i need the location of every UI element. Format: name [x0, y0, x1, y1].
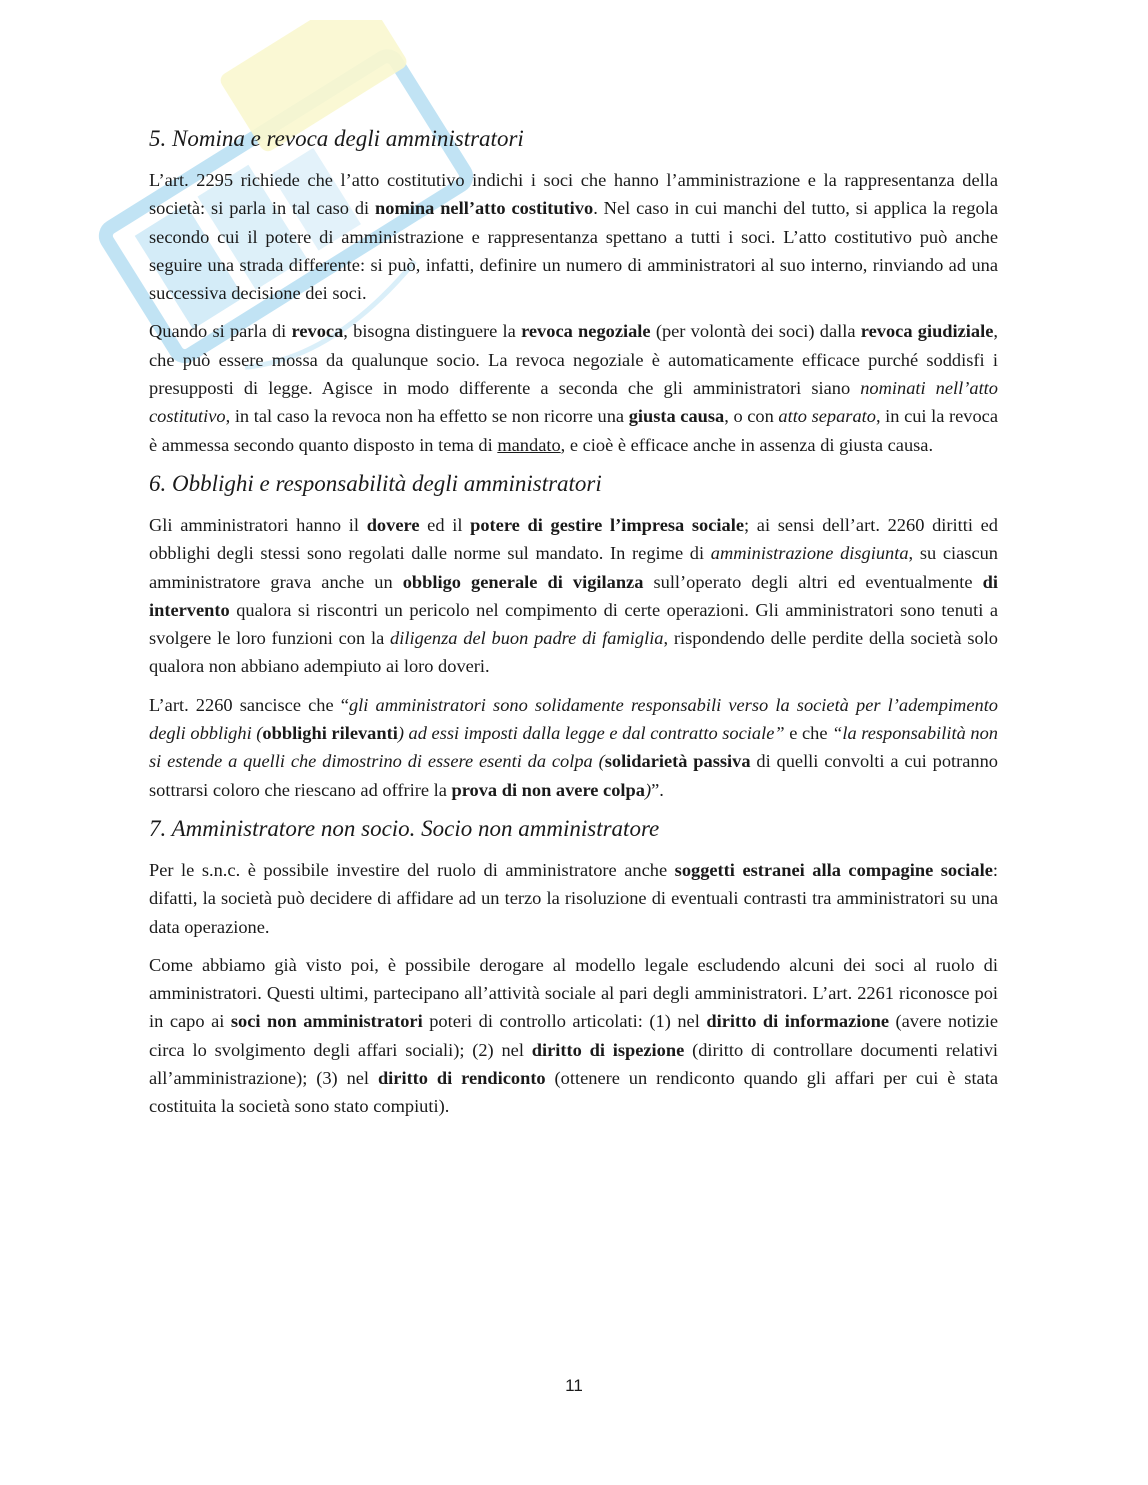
text-run: , in tal caso la revoca non ha effetto se non ricorre una [225, 406, 629, 427]
text-run: (ottenere un rendiconto quando gli affari per cui è stata costituita la società sono stato compiuti). [149, 1068, 998, 1117]
italic-text: nominati nell’atto costitutivo [149, 378, 998, 427]
section-6 [149, 469, 998, 804]
italic-text: atto separato [778, 406, 876, 427]
text-run: , su ciascun amministratore grava anche un [149, 543, 998, 592]
text-run: ed il [419, 514, 471, 535]
bold-text: soggetti estranei alla compagine sociale [674, 859, 993, 880]
paragraph [149, 317, 998, 458]
bold-text: nomina nell’atto costitutivo [375, 198, 594, 219]
text-run: , in cui la revoca è ammessa secondo quanto disposto in tema di [149, 406, 999, 455]
text-run: sull’operato degli altri ed eventualmente [643, 571, 983, 592]
text-run: , e cioè è efficace anche in assenza di giusta causa. [560, 434, 934, 455]
paragraph [149, 166, 998, 307]
text-run: Come abbiamo già visto poi, è possibile derogare al modello legale escludendo alcuni dei soci al ruolo di amministratori. Questi ultimi, partecipano all’attività sociale al pari degli amministratori. L’art. 2261 riconosce poi in capo ai [149, 954, 998, 1032]
underlined-text: mandato [497, 434, 561, 455]
bold-text: revoca [291, 321, 344, 342]
bold-text: obbligo generale di vigilanza [402, 571, 644, 592]
text-run: L’art. 2260 sancisce che “ [149, 694, 349, 715]
section-heading: 5. Nomina e revoca degli amministratori [149, 126, 524, 151]
paragraph [149, 511, 998, 681]
text-run: Gli amministratori hanno il [149, 514, 367, 535]
bold-text: giusta causa [628, 406, 725, 427]
section-heading: 6. Obblighi e responsabilità degli amministratori [149, 470, 602, 496]
text-run: : difatti, la società può decidere di affidare ad un terzo la risoluzione di eventuali contrasti tra amministratori su una data operazione. [149, 859, 998, 937]
text-run: Per le s.n.c. è possibile investire del ruolo di amministratore anche [149, 859, 675, 880]
text-run: , che può essere mossa da qualunque socio. La revoca negoziale è automaticamente efficace purché soddisfi i presupposti di legge. Agisce in modo differente a seconda che gli amministratori siano [149, 321, 998, 399]
text-run: , rispondendo delle perdite della società solo qualora non abbiano adempiuto ai loro doveri. [149, 628, 999, 677]
text-run: (diritto di controllare documenti relativi all’amministrazione); (3) nel [149, 1039, 999, 1089]
section-5 [149, 124, 998, 459]
paragraph [149, 691, 998, 804]
italic-text: amministrazione disgiunta [710, 543, 909, 564]
text-run: (per volontà dei soci) dalla [650, 321, 861, 342]
document-body [149, 124, 998, 1131]
bold-text: potere di gestire l’impresa sociale [470, 514, 744, 535]
text-run: , o con [724, 406, 779, 427]
paragraph [149, 951, 998, 1121]
bold-text: revoca negoziale [521, 321, 651, 342]
italic-text: “la responsabilità non si estende a quelli che dimostrino di essere esenti da colpa ( [149, 723, 999, 772]
bold-text: diritto di informazione [706, 1011, 889, 1032]
bold-text: diritto di rendiconto [377, 1068, 546, 1089]
text-run: poteri di controllo articolati: (1) nel [422, 1011, 707, 1032]
bold-text: prova di non avere colpa [451, 779, 645, 800]
bold-text: revoca giudiziale [860, 321, 994, 342]
bold-text: solidarietà passiva [604, 751, 751, 772]
bold-text: di intervento [149, 571, 998, 620]
text-run: di quelli convolti a cui potranno sottrarsi coloro che riescano ad offrire la [149, 751, 998, 800]
bold-text: obblighi rilevanti [262, 723, 398, 744]
italic-text: ) ad essi imposti dalla legge e dal contratto sociale” [397, 723, 785, 744]
text-run: (avere notizie circa lo svolgimento degli affari sociali); (2) nel [149, 1011, 999, 1060]
section-7 [149, 814, 998, 1121]
page-number: 11 [565, 1376, 583, 1395]
text-run: , bisogna distinguere la [343, 321, 522, 342]
text-run: L’art. 2295 richiede che l’atto costitutivo indichi i soci che hanno l’amministrazione e la rappresentanza della società: si parla in tal caso di [149, 170, 998, 219]
bold-text: dovere [366, 514, 420, 535]
text-run: qualora si riscontri un pericolo nel compimento di certe operazioni. Gli amministratori sono tenuti a svolgere le loro funzioni con la [149, 599, 998, 649]
text-run: ”. [651, 779, 664, 800]
text-run: ; ai sensi dell’art. 2260 diritti ed obblighi degli stessi sono regolati dalle norme sul mandato. In regime di [149, 514, 998, 564]
text-run: Quando si parla di [149, 321, 292, 342]
bold-text: soci non amministratori [230, 1011, 423, 1032]
section-heading: 7. Amministratore non socio. Socio non amministratore [149, 815, 660, 841]
bold-text: diritto di ispezione [531, 1039, 685, 1060]
text-run: e che [784, 723, 833, 744]
italic-text: ) [644, 779, 652, 800]
paragraph [149, 856, 998, 941]
text-run: . Nel caso in cui manchi del tutto, si applica la regola secondo cui il potere di amministrazione e rappresentanza spettano a tutti i soci. L’atto costitutivo può anche seguire una strada differente: si può, infatti, definire un numero di amministratori al suo interno, rinviando ad una successiva decisione dei soci. [149, 198, 998, 304]
italic-text: gli amministratori sono solidamente responsabili verso la società per l’adempimento degli obblighi ( [149, 694, 998, 744]
italic-text: diligenza del buon padre di famiglia [390, 628, 664, 649]
